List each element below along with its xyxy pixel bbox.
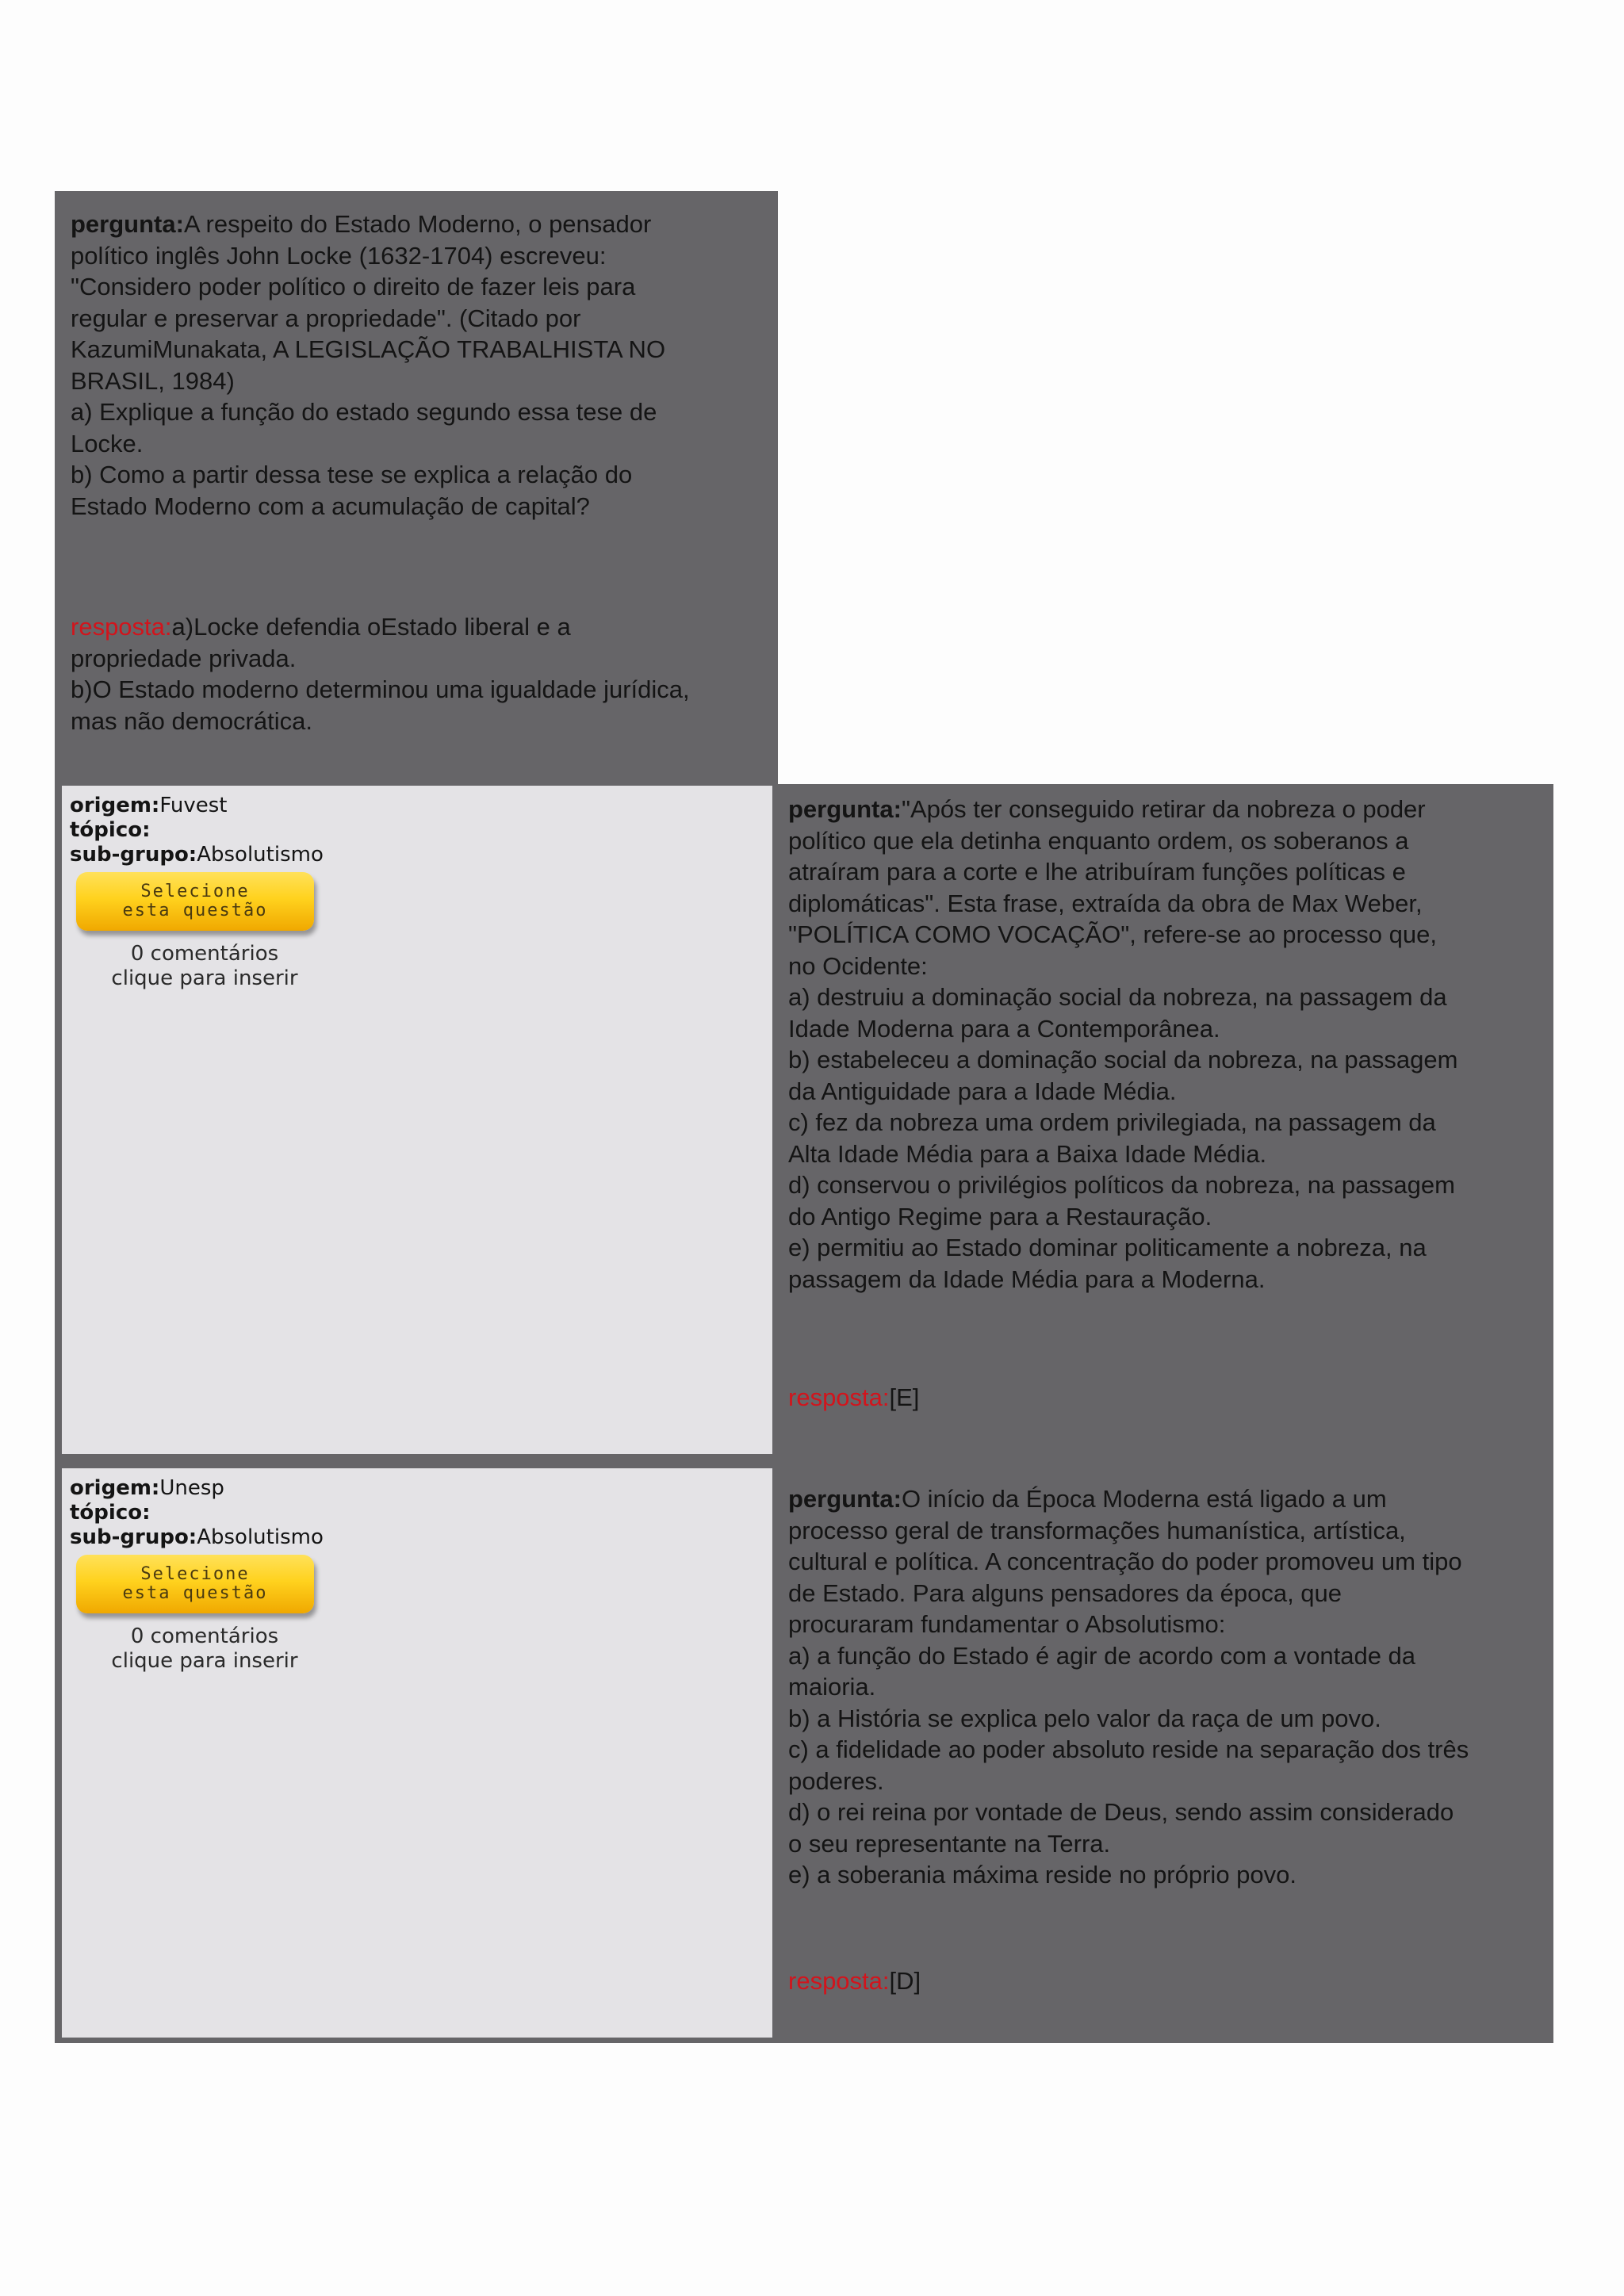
question-1-text <box>71 209 762 522</box>
answer-3-body: [D] <box>889 1967 921 1995</box>
question-2-topico: tópico: <box>70 818 151 842</box>
question-label: pergunta: <box>71 210 184 238</box>
question-3-panel <box>774 1461 1553 2043</box>
question-3-topico: tópico: <box>70 1501 151 1525</box>
answer-1 <box>71 611 768 737</box>
question-2-text: pergunta:"Após ter conseguido retirar da nobreza o poder político que ela detinha enquanto ordem, os soberanos a atraíram para a corte e lhe atribuíram funções políticas e diplomáticas". Esta frase, extraída da obra de Max Weber, "POLÍTICA COMO VOCAÇÃO", refere-se ao processo que, no Ocidente: a) destruiu a dominação social da nobreza, na passagem da Idade Moderna para a Contemporânea. b) estabeleceu a dominação social da nobreza, na passagem da Antiguidade para a Idade Média. c) fez da nobreza uma ordem privilegiada, na passagem da Alta Idade Média para a Baixa Idade Média. d) conservou o privilégios políticos da nobreza, na passagem do Antigo Regime para a Restauração. e) permitiu ao Estado dominar politicamente a nobreza, na passagem da Idade Média para a Moderna. <box>788 795 1458 1293</box>
question-1-panel <box>55 191 778 786</box>
question-2-subgrupo: sub-grupo:Absolutismo <box>70 843 324 867</box>
question-1-body: A respeito do Estado Moderno, o pensador político inglês John Locke (1632-1704) escreveu: "Considero poder político o direito de fazer leis para regular e preservar a propriedade". (Citado por KazumiMunakata, A LEGISLAÇÃO TRABALHISTA NO BRASIL, 1984) a) Explique a função do estado segundo essa tese de Locke. b) Como a partir dessa tese se explica a relação do Estado Moderno com a acumulação de capital? <box>71 210 666 520</box>
answer-1-body: a)Locke defendia oEstado liberal e a propriedade privada. b)O Estado moderno determinou uma igualdade jurídica, mas não democrática. <box>71 613 690 735</box>
question-2-comments-link[interactable]: 0 comentários clique para inserir <box>111 942 298 990</box>
question-3-text: pergunta:O início da Época Moderna está ligado a um processo geral de transformações humanística, artística, cultural e política. A concentração do poder promoveu um tipo de Estado. Para alguns pensadores da época, que procuraram fundamentar o Absolutismo: a) a função do Estado é agir de acordo com a vontade da maioria. b) a História se explica pelo valor da raça de um povo. c) a fidelidade ao poder absoluto reside na separação dos três poderes. d) o rei reina por vontade de Deus, sendo assim considerado o seu representante na Terra. e) a soberania máxima reside no próprio povo. <box>788 1485 1469 1888</box>
answer-label: resposta: <box>71 613 172 641</box>
select-question-3-button[interactable]: Selecione esta questão <box>76 1555 314 1613</box>
question-2-origem: origem:Fuvest <box>70 794 228 817</box>
answer-2-body: [E] <box>889 1383 920 1411</box>
question-2-panel <box>774 784 1553 1461</box>
select-question-2-button[interactable]: Selecione esta questão <box>76 872 314 931</box>
question-3-subgrupo: sub-grupo:Absolutismo <box>70 1525 324 1549</box>
question-2-body: "Após ter conseguido retirar da nobreza o poder político que ela detinha enquanto ordem, os soberanos a atraíram para a corte e lhe atribuíram funções políticas e diplomáticas". Esta frase, extraída da obra de Max Weber, "POLÍTICA COMO VOCAÇÃO", refere-se ao processo que, no Ocidente: a) destruiu a dominação social da nobreza, na passagem da Idade Moderna para a Contemporânea. b) estabeleceu a dominação social da nobreza, na passagem da Antiguidade para a Idade Média. c) fez da nobreza uma ordem privilegiada, na passagem da Alta Idade Média para a Baixa Idade Média. d) conservou o privilégios políticos da nobreza, na passagem do Antigo Regime para a Restauração. e) permitiu ao Estado dominar politicamente a nobreza, na passagem da Idade Média para a Moderna. <box>788 795 1458 1293</box>
question-3-comments-link[interactable]: 0 comentários clique para inserir <box>111 1624 298 1673</box>
answer-2: resposta:[E] <box>788 1383 920 1411</box>
question-3-meta-panel <box>62 1468 772 2038</box>
question-3-body: O início da Época Moderna está ligado a um processo geral de transformações humanística, artística, cultural e política. A concentração do poder promoveu um tipo de Estado. Para alguns pensadores da época, que procuraram fundamentar o Absolutismo: a) a função do Estado é agir de acordo com a vontade da maioria. b) a História se explica pelo valor da raça de um povo. c) a fidelidade ao poder absoluto reside na separação dos três poderes. d) o rei reina por vontade de Deus, sendo assim considerado o seu representante na Terra. e) a soberania máxima reside no próprio povo. <box>788 1485 1469 1888</box>
answer-3: resposta:[D] <box>788 1967 921 1995</box>
question-3-origem: origem:Unesp <box>70 1476 224 1500</box>
question-2-meta-panel <box>62 786 772 1454</box>
